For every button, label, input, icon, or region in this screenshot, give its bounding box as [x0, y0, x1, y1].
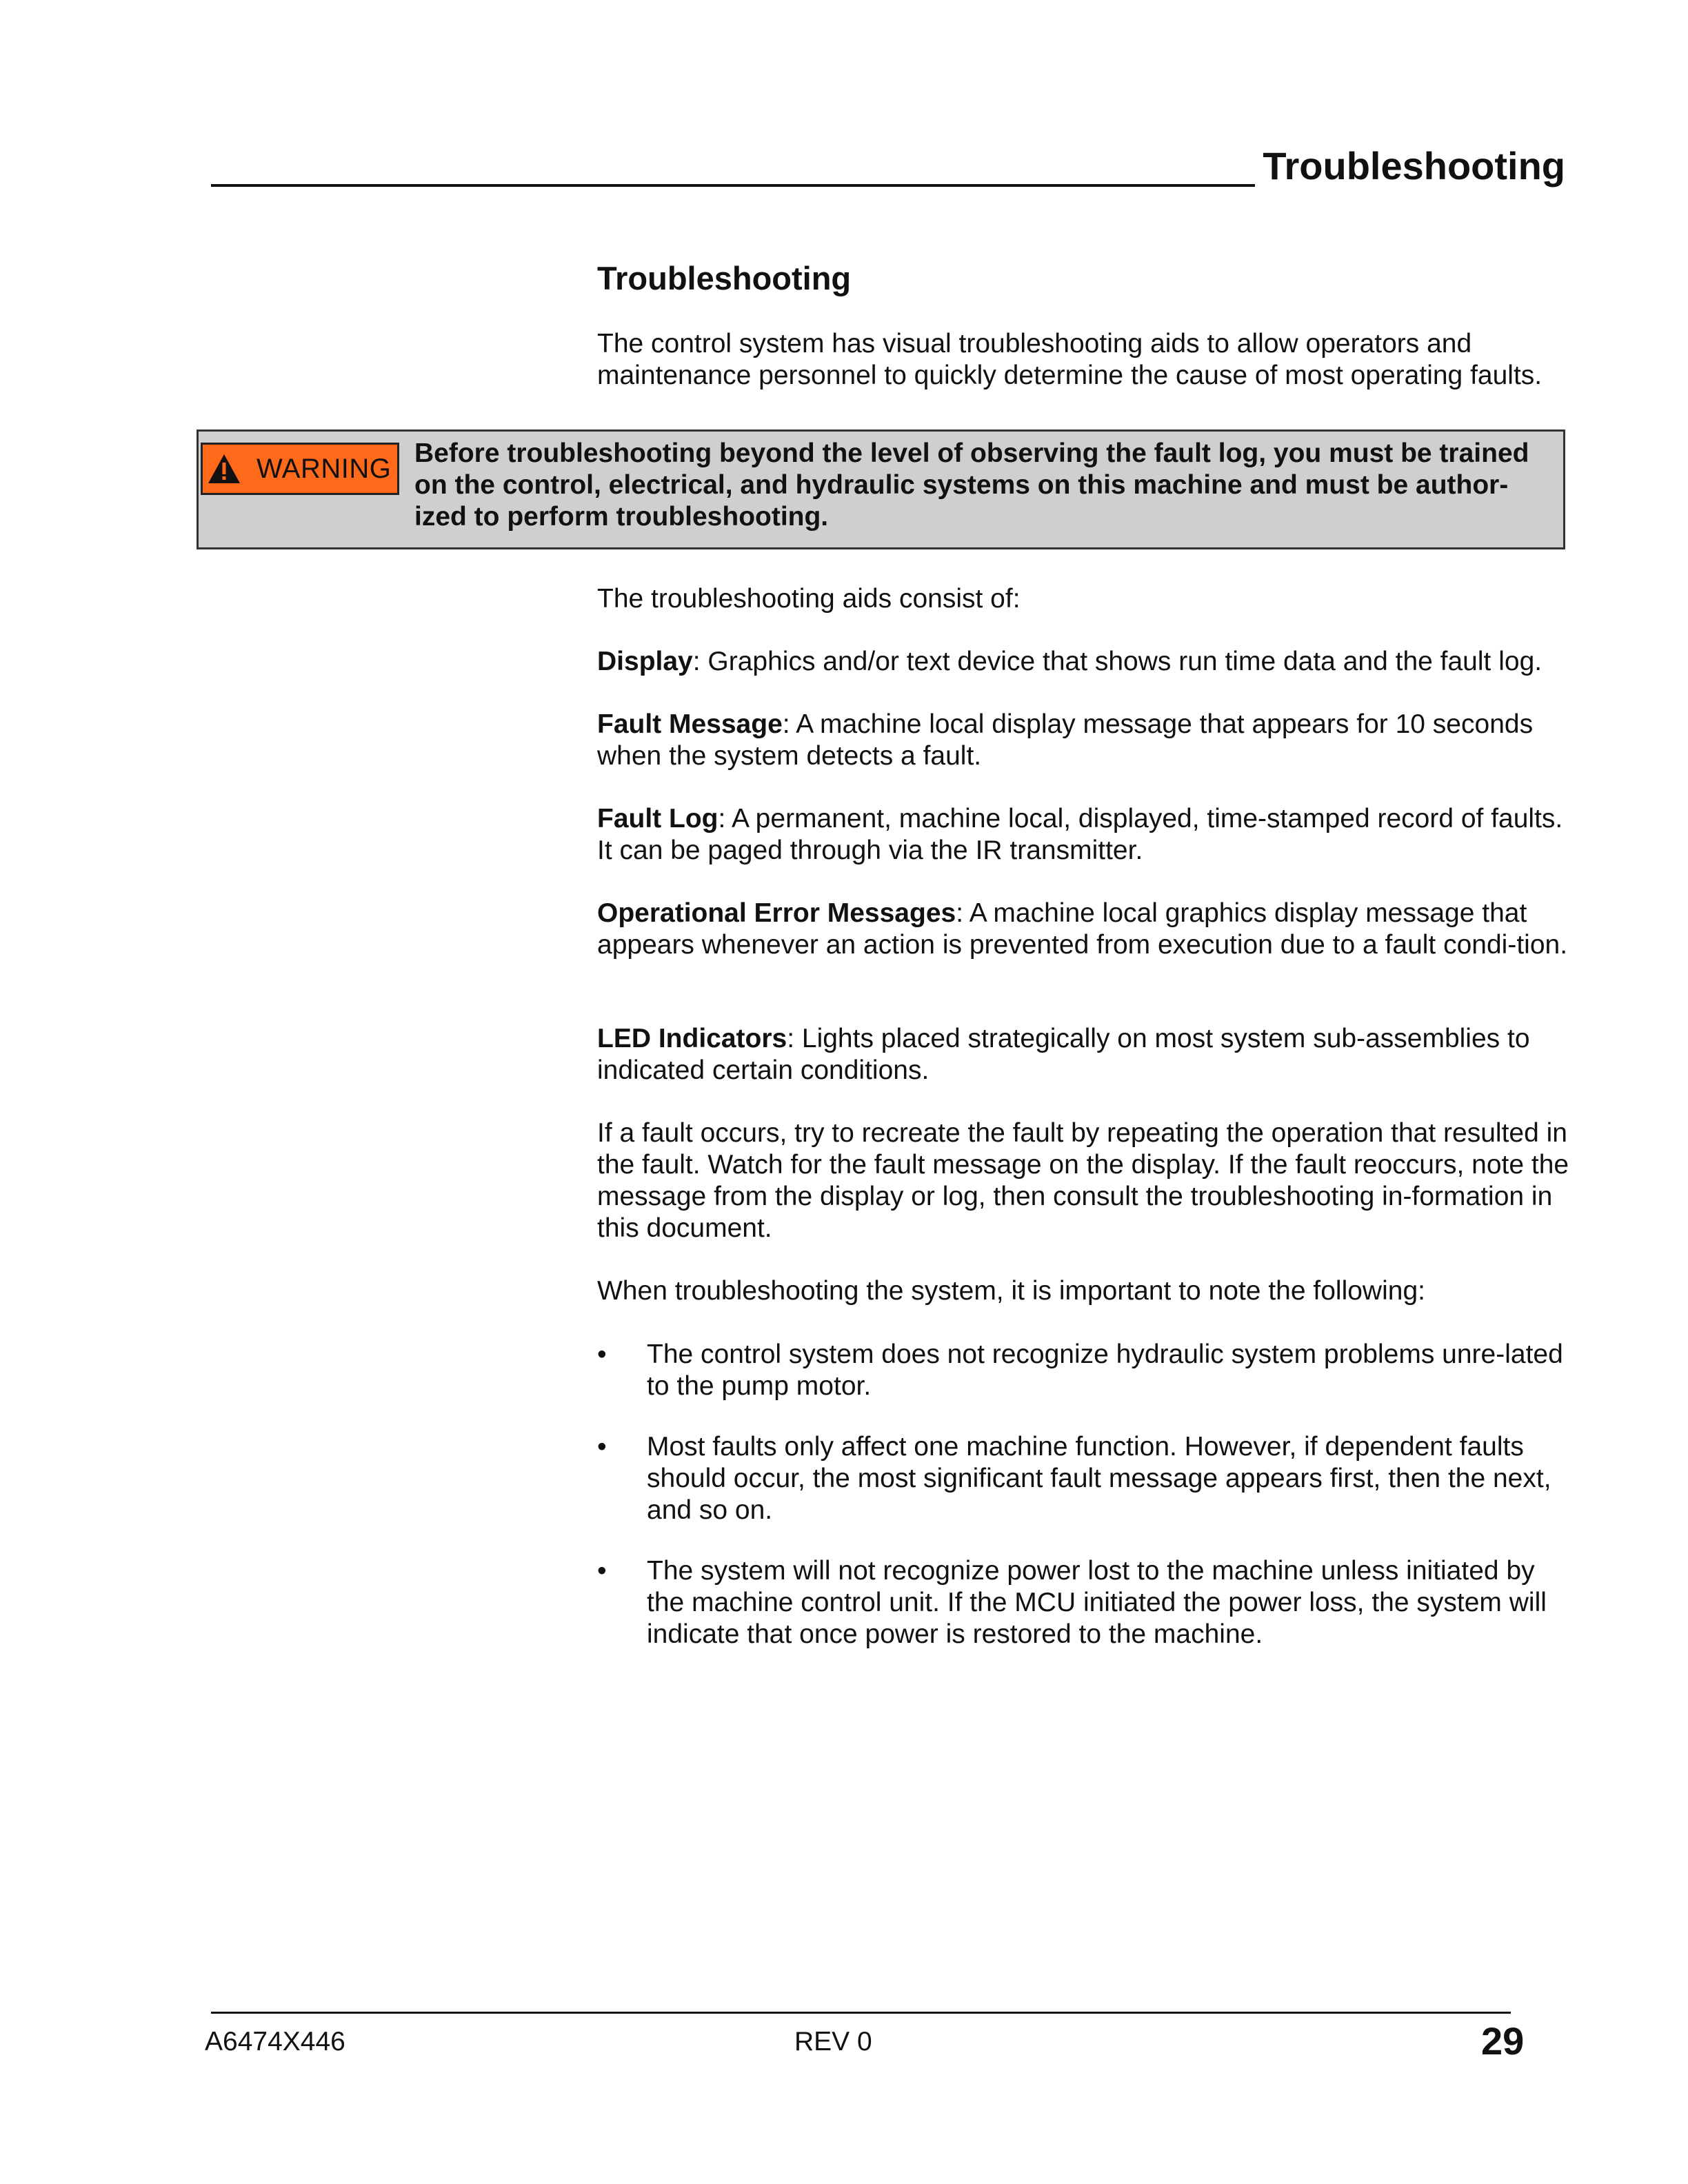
- section-heading: Troubleshooting: [597, 260, 852, 296]
- term-definition: : Graphics and/or text device that shows run time data and the fault log.: [692, 647, 1543, 676]
- bullet-text: The system will not recognize power lost to the machine unless initiated by the machine control unit. If the MCU initiated the power loss, the system will indicate that once power is restored to the machine.: [647, 1556, 1547, 1649]
- definition-fault-log: [597, 803, 1569, 867]
- warning-line: Before troubleshooting beyond the level of observing the fault log, you must be trained: [414, 438, 1529, 468]
- warning-line: ized to perform troubleshooting.: [414, 502, 829, 532]
- document-number: A6474X446: [205, 2027, 345, 2056]
- term-definition: : A permanent, machine local, displayed, time-stamped record of faults. It can be paged through via the IR transmitter.: [597, 804, 1563, 865]
- recreate-paragraph: [597, 1118, 1569, 1244]
- definition-led-indicators: [597, 1023, 1569, 1086]
- warning-message: [414, 438, 1552, 533]
- warning-triangle-icon: [207, 453, 241, 485]
- warning-label: WARNING: [257, 453, 392, 484]
- definition-operational-error: [597, 898, 1569, 961]
- aids-intro: [597, 583, 1569, 615]
- warning-box: [197, 429, 1565, 549]
- notes-intro-text: When troubleshooting the system, it is important to note the following:: [597, 1276, 1425, 1306]
- intro-paragraph: [597, 328, 1569, 392]
- definition-display: [597, 646, 1569, 678]
- term-definition: : A machine local graphics display message that appears whenever an action is prevented from execution due to a fault condi-tion.: [597, 898, 1568, 960]
- header-title: Troubleshooting: [1263, 144, 1565, 188]
- warning-line: on the control, electrical, and hydraulic systems on this machine and must be author-: [414, 470, 1509, 500]
- footer-rule: [211, 2012, 1511, 2014]
- term-label: Fault Message: [597, 709, 783, 739]
- term-label: Display: [597, 647, 693, 676]
- bullet-icon: •: [597, 1556, 607, 1586]
- bullet-icon: •: [597, 1339, 607, 1369]
- header-rule: [211, 184, 1255, 187]
- warning-badge: [201, 443, 399, 495]
- term-label: Operational Error Messages: [597, 898, 956, 928]
- recreate-text: If a fault occurs, try to recreate the fault by repeating the operation that resulted in the fault. Watch for the fault message on the display. If the fault reoccurs, note the message from the display or log, then consult the troubleshooting in-formation in this document.: [597, 1118, 1569, 1243]
- notes-intro: [597, 1275, 1569, 1307]
- revision-label: REV 0: [794, 2027, 872, 2056]
- term-definition: : A machine local display message that appears for 10 seconds when the system detects a fault.: [597, 709, 1534, 771]
- term-definition: : Lights placed strategically on most system sub-assemblies to indicated certain conditions.: [597, 1024, 1530, 1085]
- bullet-text: The control system does not recognize hydraulic system problems unre-lated to the pump motor.: [647, 1339, 1563, 1401]
- page-number: 29: [1481, 2019, 1525, 2063]
- term-label: LED Indicators: [597, 1024, 787, 1053]
- bullet-text: Most faults only affect one machine function. However, if dependent faults should occur, the most significant fault message appears first, then the next, and so on.: [647, 1432, 1551, 1525]
- definition-fault-message: [597, 709, 1569, 772]
- aids-intro-text: The troubleshooting aids consist of:: [597, 584, 1021, 614]
- intro-text: The control system has visual troubleshooting aids to allow operators and maintenance personnel to quickly determine the cause of most operating faults.: [597, 329, 1543, 390]
- bullet-icon: •: [597, 1432, 607, 1462]
- term-label: Fault Log: [597, 804, 719, 833]
